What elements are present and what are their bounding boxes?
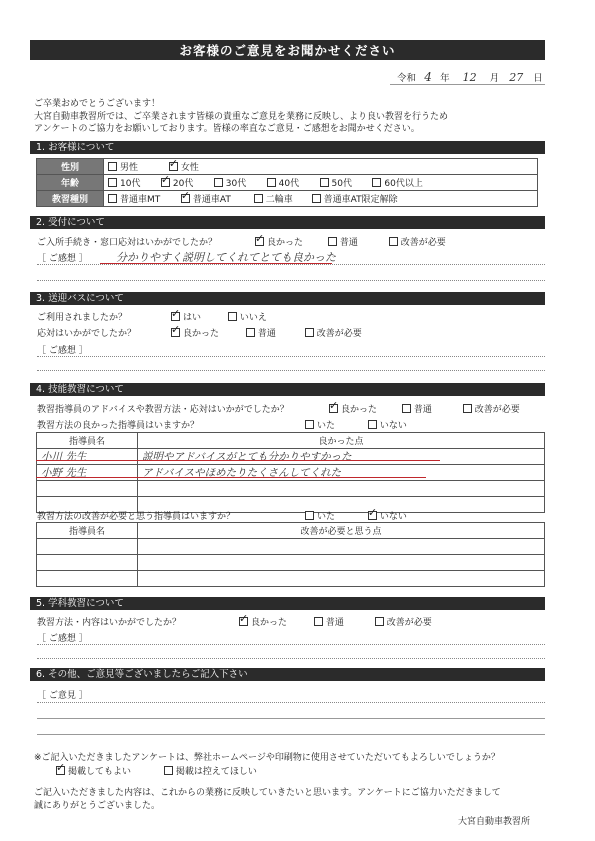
age-30s-option[interactable]: [214, 176, 264, 189]
course-label: 教習種別: [37, 191, 104, 207]
bus-normal-option[interactable]: [246, 326, 302, 339]
option-label: いない: [379, 421, 407, 431]
closing-line-1: ご記入いただきました内容は、これからの業務に反映していきたいと思います。アンケートにご協力いただきまして: [34, 788, 501, 798]
table-header-instructor: 指導員名: [37, 523, 138, 539]
highlight-underline: [36, 460, 440, 461]
option-label: 男性: [120, 163, 139, 173]
highlight-underline: [36, 477, 426, 478]
course-options: [104, 191, 538, 207]
option-label: 改善が必要: [400, 238, 446, 248]
date-day[interactable]: 27: [509, 71, 524, 84]
improve-instructor-question: 教習方法の改善が必要と思う指導員はいますか？: [37, 512, 236, 522]
option-label: 改善が必要: [474, 405, 520, 415]
skill-improve-option[interactable]: [463, 405, 520, 415]
date-year[interactable]: 4: [424, 70, 432, 84]
table-header-good-points: 良かった点: [138, 433, 545, 449]
consent-question: ※ご記入いただきましたアンケートは、弊社ホームページや印刷物に使用させていただいてもよろしいでしょうか？: [34, 753, 500, 763]
date-month-unit: 月: [489, 73, 500, 84]
option-label: 女性: [180, 163, 199, 173]
reception-comment-label: ［ ご感想 ］: [37, 254, 88, 264]
checkbox-icon[interactable]: [320, 178, 329, 187]
bus-service-question: 応対はいかがでしたか？: [37, 329, 137, 339]
lecture-good-option[interactable]: [239, 615, 311, 628]
option-label: 普通車MT: [120, 195, 161, 205]
lecture-improve-option[interactable]: [375, 618, 432, 628]
instructor-name[interactable]: 小野 先生: [37, 465, 138, 481]
option-label: 良かった: [251, 618, 288, 628]
bus-service-options: [171, 326, 362, 339]
skill-normal-option[interactable]: [402, 402, 460, 415]
checkbox-icon[interactable]: [108, 162, 117, 171]
checkbox-icon[interactable]: [246, 328, 255, 337]
checkbox-icon[interactable]: [254, 194, 263, 203]
intro-line-2: 大宮自動車教習所では、ご卒業されます皆様の貴重なご意見を業務に反映し、より良い教習を行うため: [34, 112, 449, 122]
bus-good-option[interactable]: [171, 326, 243, 339]
gender-male-option[interactable]: [108, 160, 166, 173]
bus-use-question: ご利用されましたか？: [37, 313, 128, 323]
bus-use-yes-option[interactable]: [171, 310, 225, 323]
checkbox-icon[interactable]: [314, 617, 323, 626]
option-label: 良かった: [267, 238, 304, 248]
intro-line-1: ご卒業おめでとうございます！: [34, 99, 161, 109]
option-label: 良かった: [341, 405, 378, 415]
table-row: [37, 481, 545, 497]
option-label: 普通車AT限定解除: [323, 195, 398, 205]
checkbox-icon[interactable]: [389, 237, 398, 246]
reception-good-option[interactable]: [255, 235, 325, 248]
improve-instructor-options: [305, 509, 407, 522]
consent-allow-option[interactable]: [56, 764, 161, 777]
page-title: お客様のご意見をお聞かせください: [30, 40, 545, 60]
comment-line: [37, 370, 545, 371]
reception-normal-option[interactable]: [328, 235, 386, 248]
lecture-options: [239, 615, 432, 628]
date-year-unit: 年: [440, 73, 450, 84]
checkbox-icon[interactable]: [463, 404, 472, 413]
comment-line: [37, 718, 545, 719]
option-label: 10代: [120, 179, 141, 189]
comment-line: [37, 644, 545, 645]
option-label: 20代: [172, 179, 194, 189]
checkbox-checked-icon[interactable]: [239, 617, 248, 626]
good-instructor-no-option[interactable]: [368, 421, 407, 431]
option-label: 改善が必要: [316, 329, 362, 339]
consent-options: [56, 764, 257, 777]
bus-use-no-option[interactable]: [228, 313, 267, 323]
checkbox-icon[interactable]: [305, 328, 314, 337]
improve-instructor-no-option[interactable]: [368, 512, 407, 522]
age-20s-option[interactable]: [161, 176, 211, 189]
table-row: [37, 555, 545, 571]
skill-advice-options: [329, 402, 520, 415]
good-instructor-options: [305, 418, 407, 431]
checkbox-icon[interactable]: [372, 178, 381, 187]
skill-advice-question: 教習指導員のアドバイスや教習方法・応対はいかがでしたか？: [37, 405, 289, 415]
option-label: 普通車AT: [192, 195, 231, 205]
checkbox-icon[interactable]: [108, 194, 117, 203]
intro-line-3: アンケートのご協力をお願いしております。皆様の率直なご意見・ご感想をお聞かせください。: [34, 124, 420, 134]
checkbox-icon[interactable]: [305, 511, 314, 520]
lecture-question: 教習方法・内容はいかがでしたか？: [37, 618, 182, 628]
course-at-option[interactable]: [181, 192, 251, 205]
bus-improve-option[interactable]: [305, 329, 362, 339]
checkbox-icon[interactable]: [228, 312, 237, 321]
option-label: 掲載してもよい: [68, 767, 132, 777]
table-header-instructor: 指導員名: [37, 433, 138, 449]
age-10s-option[interactable]: [108, 176, 158, 189]
option-label: 二輪車: [265, 195, 293, 205]
good-instructor-table: [36, 432, 545, 513]
comment-line: [37, 356, 545, 357]
option-label: 普通: [339, 238, 358, 248]
option-label: いた: [317, 421, 336, 431]
table-row: [37, 465, 545, 481]
reception-options: [255, 235, 446, 248]
checkbox-icon[interactable]: [214, 178, 223, 187]
footer-organization: 大宮自動車教習所: [458, 817, 531, 827]
good-instructor-question: 教習方法の良かった指導員はいますか？: [37, 421, 200, 431]
checkbox-icon[interactable]: [368, 420, 377, 429]
checkbox-icon[interactable]: [164, 766, 173, 775]
option-label: いた: [317, 512, 336, 522]
date-underline: [390, 84, 545, 85]
consent-decline-option[interactable]: [164, 767, 257, 777]
improve-instructor-yes-option[interactable]: [305, 509, 365, 522]
lecture-comment-label: ［ ご感想 ］: [37, 634, 88, 644]
option-label: 良かった: [183, 329, 220, 339]
section-3-header: 3. 送迎バスについて: [30, 292, 545, 305]
section-4-header: 4. 技能教習について: [30, 383, 545, 396]
checkbox-icon[interactable]: [328, 237, 337, 246]
option-label: はい: [183, 313, 202, 323]
improve-instructor-table: [36, 522, 545, 587]
checkbox-checked-icon[interactable]: [56, 766, 65, 775]
checkbox-checked-icon[interactable]: [171, 328, 180, 337]
other-comment-label: ［ ご意見 ］: [37, 691, 88, 701]
checkbox-icon[interactable]: [108, 178, 117, 187]
comment-line: [37, 702, 545, 703]
course-at-release-option[interactable]: [312, 195, 398, 205]
age-options: [104, 175, 538, 191]
customer-info-table: [36, 158, 538, 207]
option-label: 普通: [413, 405, 432, 415]
age-40s-option[interactable]: [267, 176, 317, 189]
section-2-header: 2. 受付について: [30, 216, 545, 229]
checkbox-checked-icon[interactable]: [161, 178, 170, 187]
checkbox-icon[interactable]: [375, 617, 384, 626]
date-day-unit: 日: [533, 73, 543, 84]
course-mt-option[interactable]: [108, 192, 178, 205]
checkbox-checked-icon[interactable]: [368, 511, 377, 520]
age-60s-option[interactable]: [372, 179, 422, 189]
option-label: 普通: [257, 329, 276, 339]
checkbox-checked-icon[interactable]: [329, 404, 338, 413]
date-month[interactable]: 12: [462, 71, 477, 84]
checkbox-icon[interactable]: [267, 178, 276, 187]
closing-line-2: 誠にありがとうございました。: [34, 801, 161, 811]
checkbox-checked-icon[interactable]: [171, 312, 180, 321]
course-motorcycle-option[interactable]: [254, 192, 309, 205]
comment-line: [37, 264, 545, 265]
checkbox-icon[interactable]: [402, 404, 411, 413]
checkbox-checked-icon[interactable]: [255, 237, 264, 246]
table-header-improve-points: 改善が必要と思う点: [138, 523, 545, 539]
good-point-text[interactable]: 説明やアドバイスがとても分かりやすかった: [138, 449, 545, 465]
checkbox-checked-icon[interactable]: [181, 194, 190, 203]
comment-line: [37, 658, 545, 659]
good-point-text[interactable]: アドバイスやほめたりたくさんしてくれた: [138, 465, 545, 481]
lecture-normal-option[interactable]: [314, 615, 372, 628]
option-label: 50代: [331, 179, 352, 189]
reception-improve-option[interactable]: [389, 238, 446, 248]
option-label: 40代: [278, 179, 300, 189]
option-label: 改善が必要: [386, 618, 432, 628]
good-instructor-yes-option[interactable]: [305, 418, 365, 431]
reception-comment-text[interactable]: 分かりやすく説明してくれてとても良かった: [116, 251, 336, 264]
reception-question: ご入所手続き・窓口応対はいかがでしたか？: [37, 238, 218, 248]
age-label: 年齢: [37, 175, 104, 191]
table-row: [37, 539, 545, 555]
option-label: いない: [379, 512, 407, 522]
comment-line: [37, 280, 545, 281]
section-6-header: 6. その他、ご意見等ございましたらご記入下さい: [30, 668, 545, 681]
instructor-name[interactable]: 小川 先生: [37, 449, 138, 465]
comment-line: [37, 734, 545, 735]
date: [397, 70, 543, 84]
checkbox-checked-icon[interactable]: [169, 162, 178, 171]
option-label: 30代: [225, 179, 247, 189]
table-row: [37, 449, 545, 465]
option-label: 60代以上: [384, 179, 423, 189]
skill-good-option[interactable]: [329, 402, 399, 415]
checkbox-icon[interactable]: [312, 194, 321, 203]
gender-label: 性別: [37, 159, 104, 175]
table-row: [37, 571, 545, 587]
section-1-header: 1. お客様について: [30, 141, 545, 154]
gender-female-option[interactable]: [169, 163, 199, 173]
section-5-header: 5. 学科教習について: [30, 597, 545, 610]
option-label: 掲載は控えてほしい: [175, 767, 257, 777]
checkbox-icon[interactable]: [305, 420, 314, 429]
bus-use-options: [171, 310, 267, 323]
option-label: いいえ: [239, 313, 267, 323]
option-label: 普通: [325, 618, 344, 628]
bus-comment-label: ［ ご感想 ］: [37, 346, 88, 356]
age-50s-option[interactable]: [320, 176, 370, 189]
date-era: 令和: [397, 73, 417, 84]
